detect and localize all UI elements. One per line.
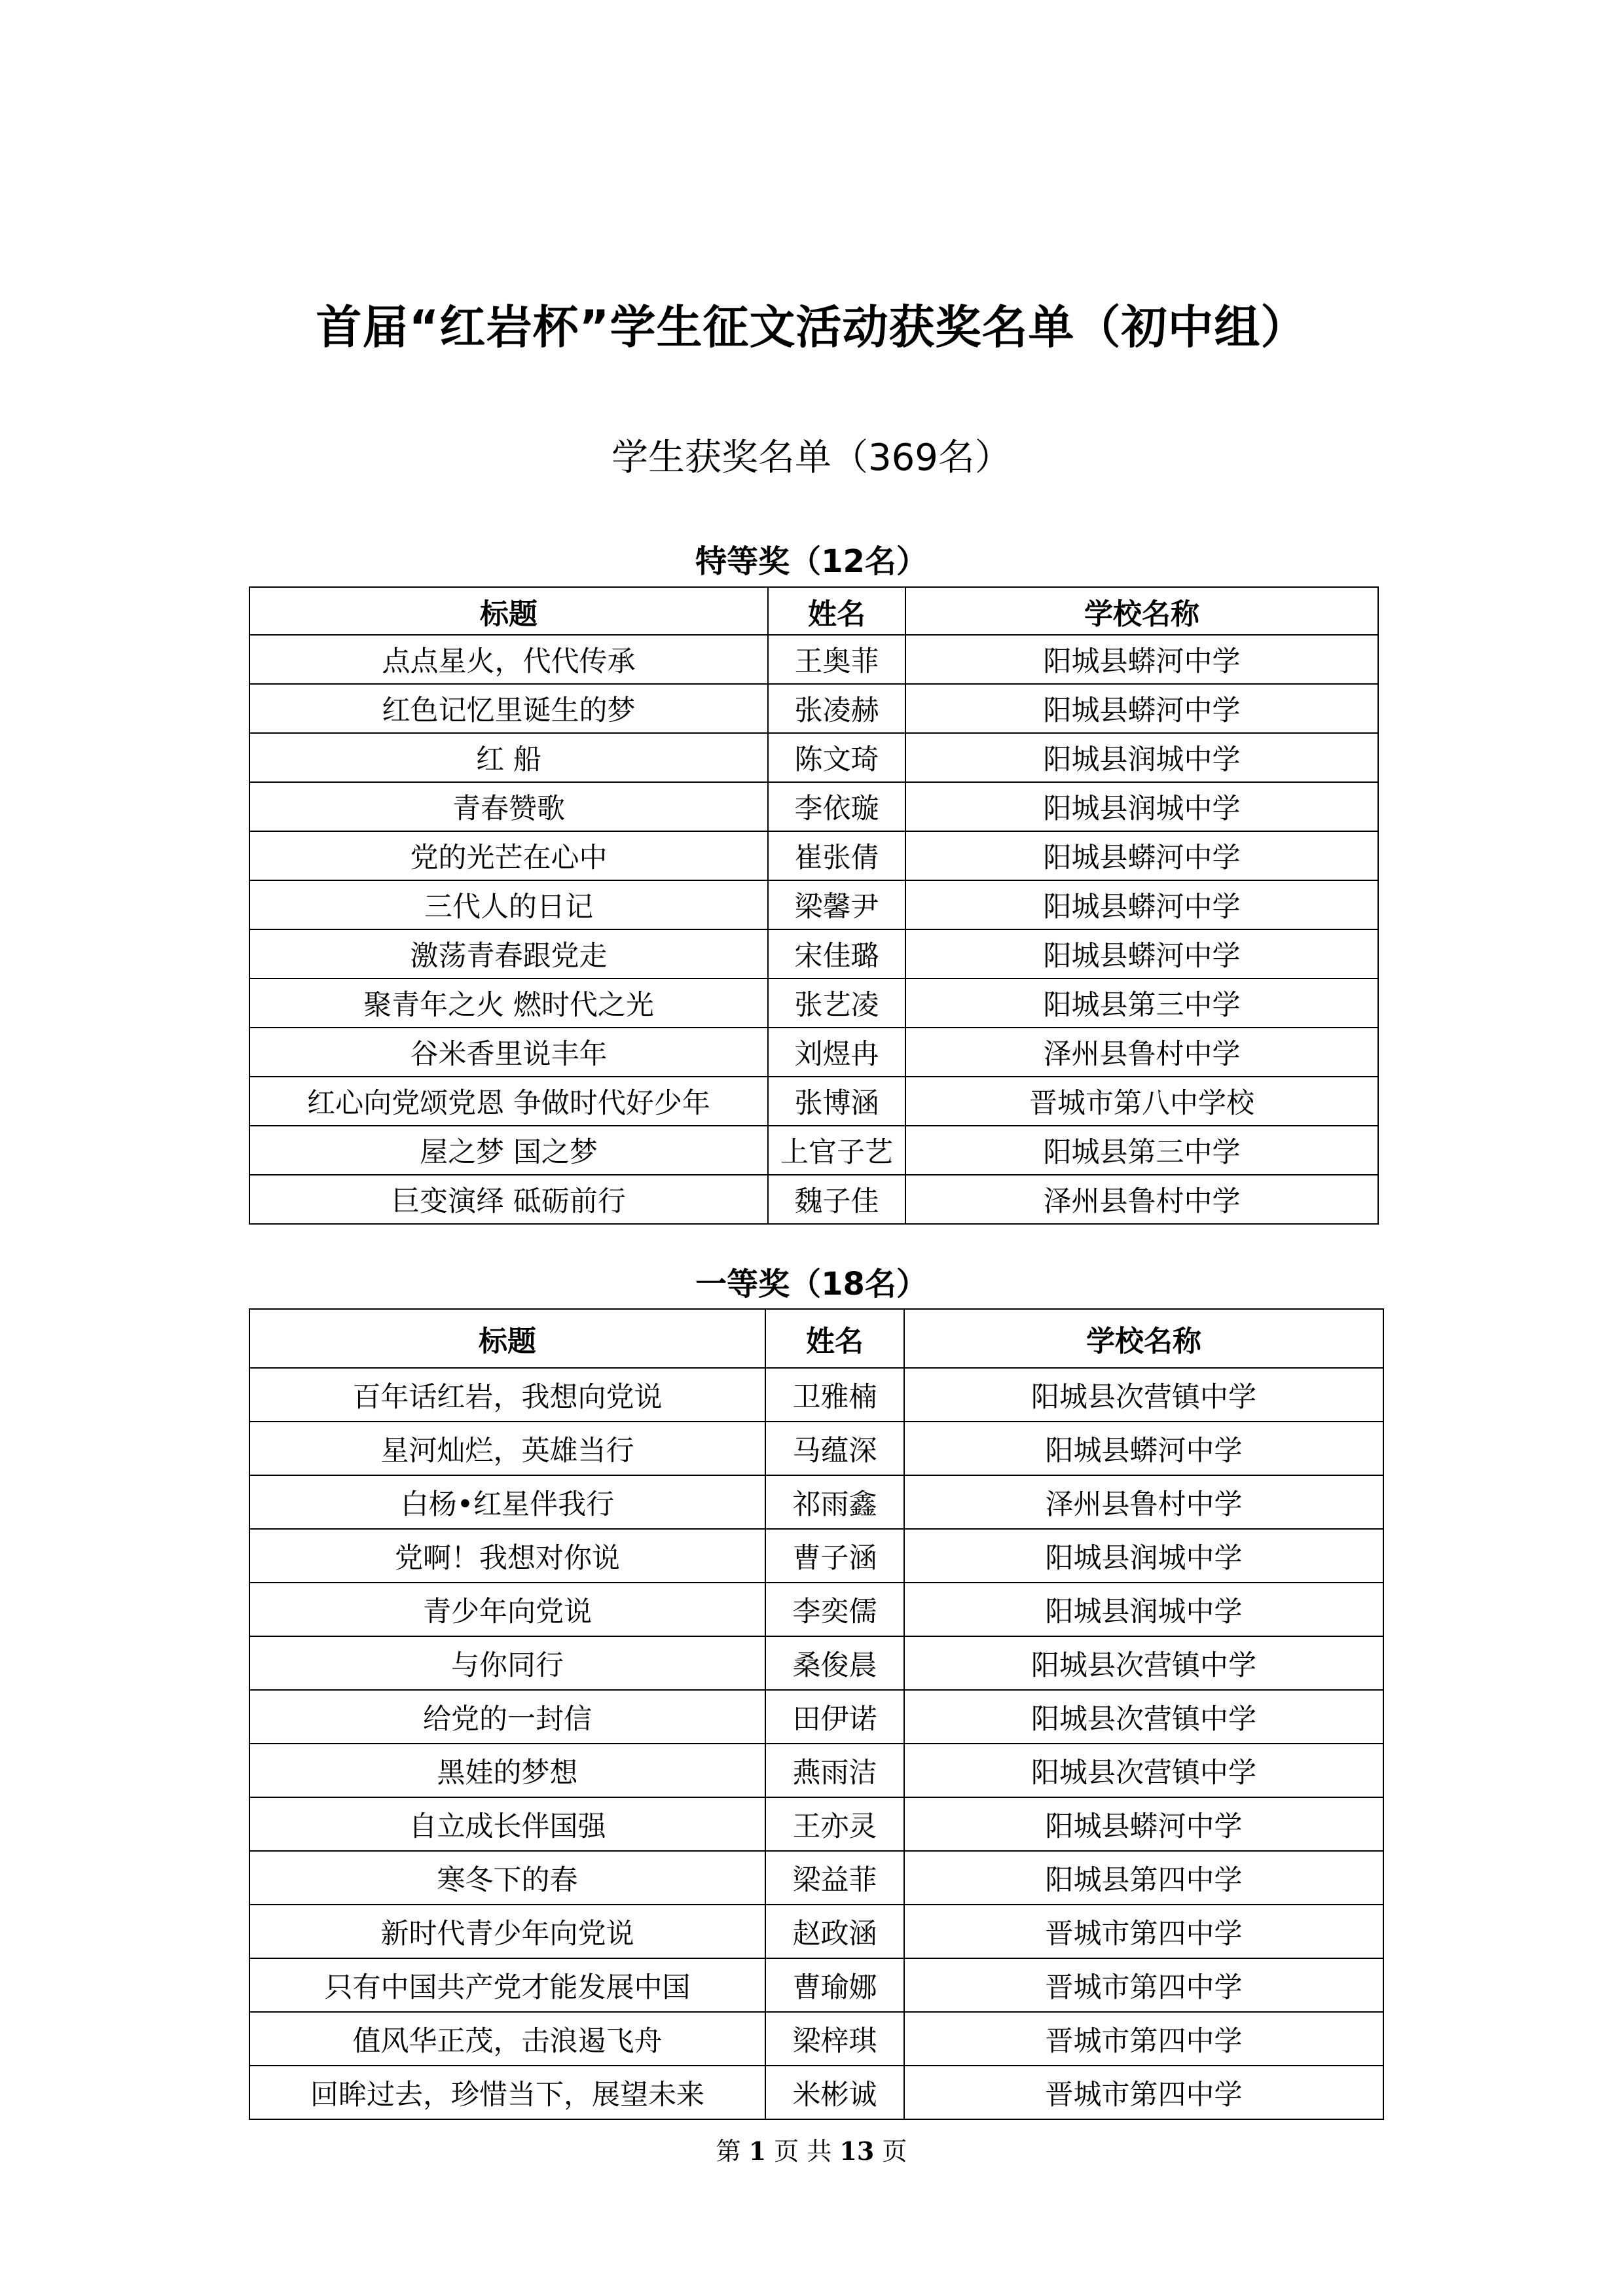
cell-name: 曹子涵 bbox=[765, 1529, 904, 1583]
cell-school: 阳城县次营镇中学 bbox=[904, 1690, 1383, 1744]
table-row bbox=[249, 880, 1378, 929]
cell-name: 李奕儒 bbox=[765, 1583, 904, 1636]
cell-name: 陈文琦 bbox=[768, 733, 905, 782]
table-header-row bbox=[249, 1309, 1383, 1368]
cell-name: 田伊诺 bbox=[765, 1690, 904, 1744]
table-row bbox=[249, 1797, 1383, 1851]
cell-title: 青春赞歌 bbox=[249, 782, 768, 831]
cell-name: 上官子艺 bbox=[768, 1126, 905, 1175]
cell-title: 巨变演绎 砥砺前行 bbox=[249, 1175, 768, 1224]
cell-school: 阳城县第三中学 bbox=[905, 978, 1378, 1028]
cell-title: 红 船 bbox=[249, 733, 768, 782]
cell-school: 阳城县润城中学 bbox=[904, 1529, 1383, 1583]
table-row bbox=[249, 733, 1378, 782]
cell-title: 白杨•红星伴我行 bbox=[249, 1475, 765, 1529]
cell-name: 宋佳璐 bbox=[768, 929, 905, 978]
table-row bbox=[249, 2066, 1383, 2119]
cell-school: 阳城县蟒河中学 bbox=[905, 929, 1378, 978]
table-row bbox=[249, 1958, 1383, 2012]
cell-name: 梁梓琪 bbox=[765, 2012, 904, 2066]
cell-name: 祁雨鑫 bbox=[765, 1475, 904, 1529]
cell-name: 曹瑜娜 bbox=[765, 1958, 904, 2012]
document-title: 首届“红岩杯”学生征文活动获奖名单（初中组） bbox=[316, 300, 1307, 354]
table-row bbox=[249, 684, 1378, 733]
table-row bbox=[249, 1175, 1378, 1224]
table-row bbox=[249, 1690, 1383, 1744]
cell-name: 梁益菲 bbox=[765, 1851, 904, 1905]
cell-name: 魏子佳 bbox=[768, 1175, 905, 1224]
table-row bbox=[249, 978, 1378, 1028]
section-heading-first: 一等奖（18名） bbox=[695, 1266, 928, 1302]
cell-school: 阳城县蟒河中学 bbox=[905, 880, 1378, 929]
award-table-special bbox=[249, 586, 1379, 1225]
footer-prefix: 第 bbox=[716, 2137, 741, 2166]
table-header-row bbox=[249, 587, 1378, 635]
column-header-school: 学校名称 bbox=[904, 1309, 1383, 1368]
cell-title: 党啊！我想对你说 bbox=[249, 1529, 765, 1583]
document-subtitle: 学生获奖名单（369名） bbox=[611, 437, 1012, 479]
cell-school: 阳城县次营镇中学 bbox=[904, 1636, 1383, 1690]
cell-school: 阳城县蟒河中学 bbox=[904, 1422, 1383, 1475]
cell-name: 米彬诚 bbox=[765, 2066, 904, 2119]
table-body bbox=[249, 1368, 1383, 2119]
cell-title: 红色记忆里诞生的梦 bbox=[249, 684, 768, 733]
cell-school: 泽州县鲁村中学 bbox=[904, 1475, 1383, 1529]
cell-school: 阳城县次营镇中学 bbox=[904, 1368, 1383, 1422]
table-row bbox=[249, 1905, 1383, 1958]
cell-school: 阳城县蟒河中学 bbox=[905, 684, 1378, 733]
cell-school: 晋城市第四中学 bbox=[904, 2012, 1383, 2066]
cell-title: 百年话红岩，我想向党说 bbox=[249, 1368, 765, 1422]
cell-name: 李依璇 bbox=[768, 782, 905, 831]
table-row bbox=[249, 2012, 1383, 2066]
page-footer bbox=[0, 2135, 1623, 2168]
cell-name: 赵政涵 bbox=[765, 1905, 904, 1958]
table-row bbox=[249, 1636, 1383, 1690]
cell-school: 晋城市第八中学校 bbox=[905, 1077, 1378, 1126]
table-row bbox=[249, 1583, 1383, 1636]
cell-school: 阳城县蟒河中学 bbox=[905, 831, 1378, 880]
cell-title: 点点星火，代代传承 bbox=[249, 635, 768, 684]
cell-school: 阳城县润城中学 bbox=[904, 1583, 1383, 1636]
cell-title: 青少年向党说 bbox=[249, 1583, 765, 1636]
cell-school: 泽州县鲁村中学 bbox=[905, 1028, 1378, 1077]
cell-school: 晋城市第四中学 bbox=[904, 1958, 1383, 2012]
column-header-name: 姓名 bbox=[765, 1309, 904, 1368]
table-body bbox=[249, 635, 1378, 1224]
cell-school: 晋城市第四中学 bbox=[904, 2066, 1383, 2119]
table-row bbox=[249, 1422, 1383, 1475]
cell-school: 晋城市第四中学 bbox=[904, 1905, 1383, 1958]
cell-title: 激荡青春跟党走 bbox=[249, 929, 768, 978]
cell-school: 阳城县次营镇中学 bbox=[904, 1744, 1383, 1797]
table-row bbox=[249, 1851, 1383, 1905]
cell-title: 屋之梦 国之梦 bbox=[249, 1126, 768, 1175]
footer-suffix: 页 bbox=[882, 2137, 907, 2166]
table-row bbox=[249, 1126, 1378, 1175]
cell-title: 星河灿烂，英雄当行 bbox=[249, 1422, 765, 1475]
cell-school: 阳城县第四中学 bbox=[904, 1851, 1383, 1905]
cell-name: 崔张倩 bbox=[768, 831, 905, 880]
footer-middle: 页 共 bbox=[774, 2137, 832, 2166]
table-row bbox=[249, 1368, 1383, 1422]
footer-page-number: 1 bbox=[748, 2136, 767, 2166]
cell-name: 张博涵 bbox=[768, 1077, 905, 1126]
cell-name: 卫雅楠 bbox=[765, 1368, 904, 1422]
column-header-title: 标题 bbox=[249, 587, 768, 635]
cell-title: 党的光芒在心中 bbox=[249, 831, 768, 880]
cell-name: 燕雨洁 bbox=[765, 1744, 904, 1797]
cell-name: 王奥菲 bbox=[768, 635, 905, 684]
table-row bbox=[249, 1077, 1378, 1126]
cell-title: 新时代青少年向党说 bbox=[249, 1905, 765, 1958]
table-row bbox=[249, 831, 1378, 880]
table-row bbox=[249, 1475, 1383, 1529]
cell-title: 黑娃的梦想 bbox=[249, 1744, 765, 1797]
cell-title: 只有中国共产党才能发展中国 bbox=[249, 1958, 765, 2012]
cell-title: 给党的一封信 bbox=[249, 1690, 765, 1744]
cell-title: 值风华正茂，击浪遏飞舟 bbox=[249, 2012, 765, 2066]
award-table-first bbox=[249, 1308, 1384, 2120]
table-row bbox=[249, 929, 1378, 978]
cell-school: 阳城县蟒河中学 bbox=[904, 1797, 1383, 1851]
table-row bbox=[249, 782, 1378, 831]
cell-name: 马蕴深 bbox=[765, 1422, 904, 1475]
cell-name: 刘煜冉 bbox=[768, 1028, 905, 1077]
cell-title: 红心向党颂党恩 争做时代好少年 bbox=[249, 1077, 768, 1126]
cell-school: 阳城县润城中学 bbox=[905, 782, 1378, 831]
cell-title: 自立成长伴国强 bbox=[249, 1797, 765, 1851]
cell-name: 张凌赫 bbox=[768, 684, 905, 733]
footer-total-pages: 13 bbox=[839, 2136, 875, 2166]
column-header-school: 学校名称 bbox=[905, 587, 1378, 635]
cell-school: 阳城县蟒河中学 bbox=[905, 635, 1378, 684]
table-row bbox=[249, 635, 1378, 684]
table-row bbox=[249, 1529, 1383, 1583]
cell-name: 梁馨尹 bbox=[768, 880, 905, 929]
column-header-title: 标题 bbox=[249, 1309, 765, 1368]
column-header-name: 姓名 bbox=[768, 587, 905, 635]
section-heading-special: 特等奖（12名） bbox=[695, 543, 928, 580]
cell-title: 寒冬下的春 bbox=[249, 1851, 765, 1905]
cell-title: 与你同行 bbox=[249, 1636, 765, 1690]
cell-school: 阳城县第三中学 bbox=[905, 1126, 1378, 1175]
cell-title: 三代人的日记 bbox=[249, 880, 768, 929]
table-row bbox=[249, 1744, 1383, 1797]
cell-school: 泽州县鲁村中学 bbox=[905, 1175, 1378, 1224]
cell-school: 阳城县润城中学 bbox=[905, 733, 1378, 782]
table-row bbox=[249, 1028, 1378, 1077]
cell-name: 王亦灵 bbox=[765, 1797, 904, 1851]
cell-title: 聚青年之火 燃时代之光 bbox=[249, 978, 768, 1028]
cell-title: 回眸过去，珍惜当下，展望未来 bbox=[249, 2066, 765, 2119]
cell-title: 谷米香里说丰年 bbox=[249, 1028, 768, 1077]
cell-name: 桑俊晨 bbox=[765, 1636, 904, 1690]
cell-name: 张艺凌 bbox=[768, 978, 905, 1028]
